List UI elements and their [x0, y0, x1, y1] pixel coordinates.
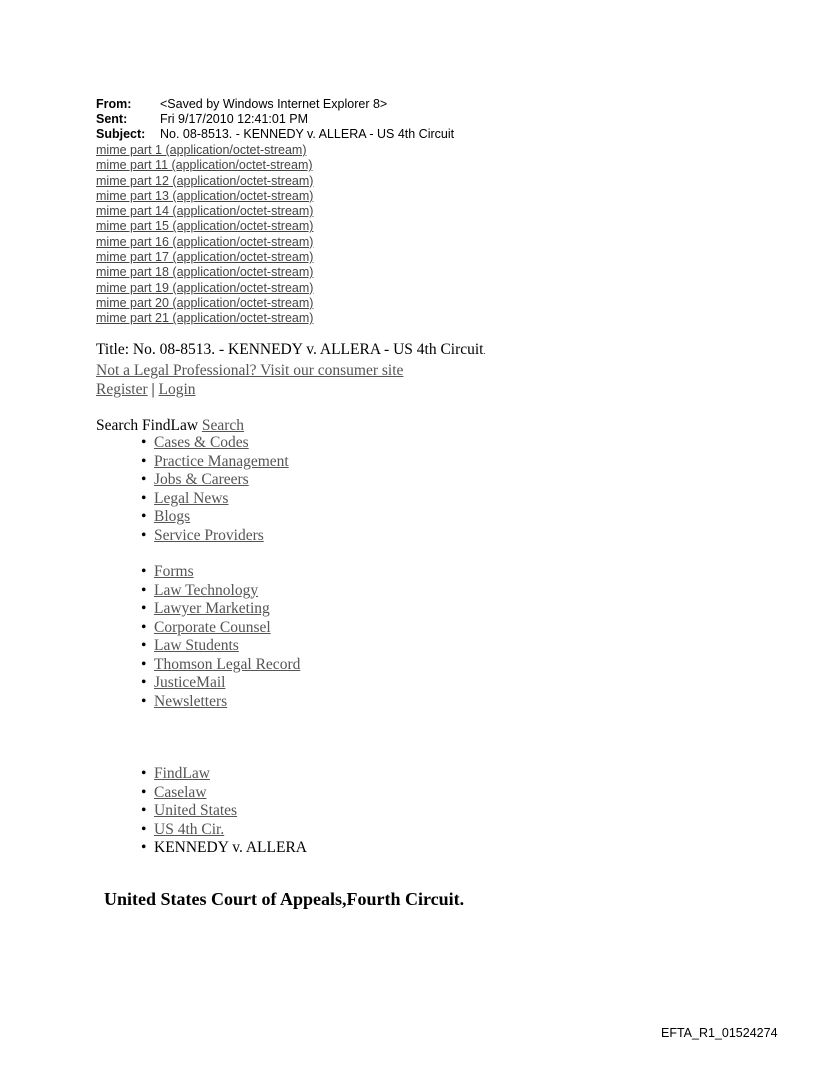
bullet-icon: • — [141, 802, 147, 819]
nav-link[interactable]: Cases & Codes — [154, 434, 249, 451]
breadcrumb-item — [141, 821, 307, 840]
link-separator: | — [147, 381, 159, 398]
mime-part-link[interactable]: mime part 21 (application/octet-stream) — [96, 311, 314, 326]
from-value: <Saved by Windows Internet Explorer 8> — [160, 97, 388, 111]
bullet-icon: • — [141, 839, 147, 856]
subject-value: No. 08-8513. - KENNEDY v. ALLERA - US 4th Circuit — [160, 127, 455, 141]
nav-link[interactable]: Corporate Counsel — [154, 618, 271, 636]
bullet-icon: • — [141, 526, 147, 544]
subject-label: Subject: — [96, 127, 146, 141]
bullet-icon: • — [141, 581, 147, 599]
bullet-icon: • — [141, 783, 147, 801]
list-item — [141, 508, 289, 527]
bullet-icon: • — [141, 600, 147, 617]
court-heading: United States Court of Appeals,Fourth Circuit. — [104, 889, 465, 909]
list-item — [141, 693, 300, 712]
mime-part-link[interactable]: mime part 14 (application/octet-stream) — [96, 204, 314, 219]
page-content — [96, 340, 486, 399]
mime-part-link[interactable]: mime part 15 (application/octet-stream) — [96, 219, 314, 234]
title-mark: . — [483, 347, 486, 356]
register-link[interactable]: Register — [96, 381, 148, 398]
mime-part-link[interactable]: mime part 18 (application/octet-stream) — [96, 265, 314, 280]
nav-link[interactable]: Lawyer Marketing — [154, 600, 270, 617]
bullet-icon: • — [141, 692, 147, 710]
nav-link[interactable]: Law Technology — [154, 581, 259, 599]
list-item — [141, 674, 300, 693]
document-id: EFTA_R1_01524274 — [661, 1026, 778, 1040]
list-item — [141, 619, 300, 638]
breadcrumb-item — [141, 839, 307, 858]
from-row — [96, 97, 454, 112]
nav-link[interactable]: Law Students — [154, 637, 239, 654]
list-item — [141, 434, 289, 453]
login-link[interactable]: Login — [158, 381, 196, 398]
bullet-icon: • — [141, 765, 147, 782]
search-label: Search FindLaw — [96, 417, 202, 434]
mime-part-link[interactable]: mime part 1 (application/octet-stream) — [96, 143, 307, 157]
email-header — [96, 97, 454, 142]
bullet-icon: • — [141, 820, 147, 838]
list-item — [141, 637, 300, 656]
mime-part-list — [96, 143, 313, 327]
mime-part-link[interactable]: mime part 12 (application/octet-stream) — [96, 173, 314, 188]
nav-link[interactable]: Service Providers — [154, 526, 264, 544]
nav-link[interactable]: JusticeMail — [154, 674, 226, 691]
nav-list-secondary — [141, 563, 300, 711]
mime-part-link[interactable]: mime part 16 (application/octet-stream) — [96, 234, 314, 249]
breadcrumb-item — [141, 784, 307, 803]
bullet-icon: • — [141, 674, 147, 691]
nav-link[interactable]: Thomson Legal Record — [154, 655, 301, 673]
breadcrumb-link[interactable]: FindLaw — [154, 765, 210, 782]
bullet-icon: • — [141, 655, 147, 673]
search-link[interactable]: Search — [201, 417, 245, 434]
mime-part-link[interactable]: mime part 19 (application/octet-stream) — [96, 280, 314, 295]
bullet-icon: • — [141, 434, 147, 451]
breadcrumb-link[interactable]: Caselaw — [154, 783, 207, 801]
search-findlaw — [96, 416, 244, 435]
nav-link[interactable]: Newsletters — [154, 692, 228, 710]
bullet-icon: • — [141, 618, 147, 636]
list-item — [141, 527, 289, 546]
sent-row — [96, 112, 454, 127]
bullet-icon: • — [141, 563, 147, 580]
sent-label: Sent: — [96, 112, 128, 126]
bullet-icon: • — [141, 508, 147, 525]
list-item — [141, 471, 289, 490]
breadcrumb-link[interactable]: United States — [154, 802, 238, 819]
consumer-site-link[interactable]: Not a Legal Professional? Visit our consumer site — [96, 362, 404, 379]
breadcrumb-item — [141, 802, 307, 821]
nav-list-primary — [141, 434, 289, 545]
breadcrumb-current: KENNEDY v. ALLERA — [154, 839, 307, 856]
list-item — [141, 656, 300, 675]
nav-link[interactable]: Forms — [154, 563, 194, 580]
bullet-icon: • — [141, 489, 147, 507]
page-title: Title: No. 08-8513. - KENNEDY v. ALLERA - US 4th Circuit. — [96, 341, 486, 358]
list-item — [141, 582, 300, 601]
nav-link[interactable]: Blogs — [154, 508, 191, 525]
from-label: From: — [96, 97, 132, 111]
mime-part-link[interactable]: mime part 11 (application/octet-stream) — [96, 158, 313, 173]
list-item — [141, 453, 289, 472]
nav-link[interactable]: Legal News — [154, 489, 229, 507]
mime-part-link[interactable]: mime part 17 (application/octet-stream) — [96, 250, 314, 265]
account-links — [96, 380, 486, 399]
list-item — [141, 563, 300, 582]
list-item — [141, 600, 300, 619]
sent-value: Fri 9/17/2010 12:41:01 PM — [160, 112, 309, 126]
nav-link[interactable]: Practice Management — [154, 452, 289, 470]
bullet-icon: • — [141, 452, 147, 470]
mime-part-link[interactable]: mime part 13 (application/octet-stream) — [96, 188, 314, 203]
breadcrumb — [141, 765, 307, 858]
list-item — [141, 490, 289, 509]
bullet-icon: • — [141, 471, 147, 488]
bullet-icon: • — [141, 637, 147, 654]
nav-link[interactable]: Jobs & Careers — [154, 471, 249, 488]
mime-part-link[interactable]: mime part 20 (application/octet-stream) — [96, 295, 314, 310]
breadcrumb-link[interactable]: US 4th Cir. — [154, 820, 225, 838]
breadcrumb-item — [141, 765, 307, 784]
subject-row — [96, 127, 454, 142]
